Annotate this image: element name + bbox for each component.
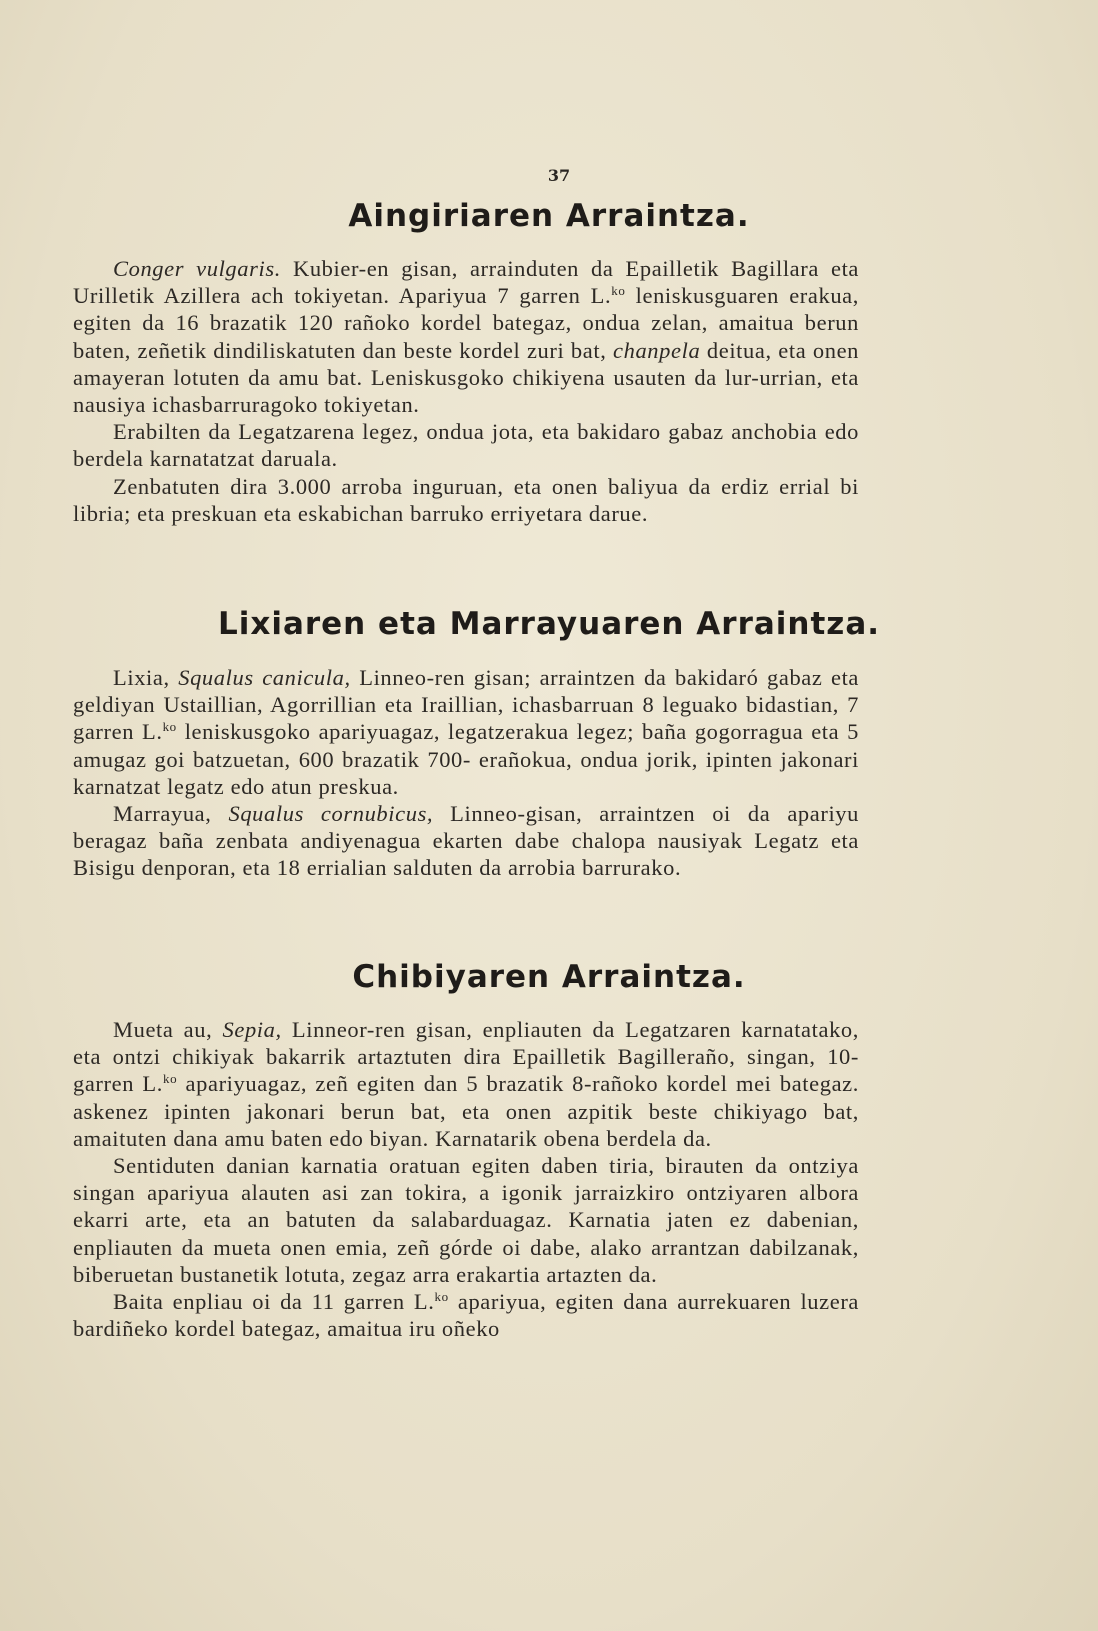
paragraph-text: Linneor-ren gisan, enpliauten da Legatzaren karnatatako, eta ontzi chikiyak bakarrik artaztuten dira Epailletik Bagilleraño, singan, 10-garren L. xyxy=(73,1017,859,1097)
paragraph-text: apariyua, egiten dana aurrekuaren luzera bardiñeko kordel bategaz, amaitua iru oñeko xyxy=(73,1289,859,1342)
paragraph-text: Kubier-en gisan, arrainduten da Epailletik Bagillara eta Urilletik Azillera ach tokiyetan. Apariyua 7 garren L. xyxy=(73,256,860,309)
superscript: ko xyxy=(434,1289,449,1305)
section-heading-aingiriaren: Aingiriaren Arraintza. xyxy=(348,198,750,234)
section-body-aingiriaren xyxy=(73,255,859,527)
paragraph-text: deitua, eta onen amayeran lotuten da amu bat. Leniskusgoko chikiyena usauten da lur-urrian, eta nausiya ichasbarruragoko tokiyetan. xyxy=(73,337,860,418)
paragraph-text: Baita enpliau oi da 11 garren L. xyxy=(113,1289,435,1315)
section-heading-chibiyaren: Chibiyaren Arraintza. xyxy=(352,959,746,995)
paragraph xyxy=(73,800,859,882)
paragraph: Erabilten da Legatzarena legez, ondua jota, eta bakidaro gabaz anchobia edo berdela karnatatzat daruala. xyxy=(73,419,859,472)
paragraph xyxy=(73,1288,859,1342)
paragraph-text: leniskusguaren erakua, egiten da 16 brazatik 120 rañoko kordel bategaz, ondua zelan, amaitua berun baten, zeñetik dindiliskatuten dan beste kordel zuri bat, xyxy=(73,283,859,363)
superscript: ko xyxy=(162,1071,178,1087)
paragraph: Zenbatuten dira 3.000 arroba inguruan, eta onen baliyua da erdiz errial bi libria; eta preskuan eta eskabichan barruko erriyetara darue. xyxy=(73,473,859,526)
paragraph-text: Linneo-ren gisan; arraintzen da bakidaró gabaz eta geldiyan Ustaillian, Agorrillian eta Iraillian, ichasbarruan 8 leguako bidastian, 7 garren L. xyxy=(73,665,860,745)
italic-term: Squalus cornubicus, xyxy=(228,801,434,827)
page-number: 37 xyxy=(547,166,571,185)
superscript: ko xyxy=(611,283,626,299)
italic-term: chanpela xyxy=(613,337,701,363)
italic-term: Sepia, xyxy=(222,1017,282,1042)
paragraph-text: Lixia, xyxy=(113,665,179,690)
paragraph-text: apariyuagaz, zeñ egiten dan 5 brazatik 8-rañoko kordel mei bategaz. askenez ipinten jakonari berun bat, eta onen azpitik beste chikiyago bat, amaituten dana amu baten edo biyan. Karnatarik obena berdela da. xyxy=(73,1071,859,1151)
section-heading-lixiaren: Lixiaren eta Marrayuaren Arraintza. xyxy=(217,606,881,642)
paragraph-text: Linneo-gisan, arraintzen oi da apariyu beragaz baña zenbata andiyenagua ekarten dabe chalopa nausiyak Legatz eta Bisigu denporan, eta 18 errialian salduten da arrobia barrurako. xyxy=(73,801,860,881)
italic-term: Squalus canicula, xyxy=(178,665,351,690)
section-body-lixiaren xyxy=(73,664,859,882)
paragraph xyxy=(73,1016,859,1152)
paragraph xyxy=(73,255,859,418)
paragraph-text: Mueta au, xyxy=(113,1017,223,1042)
section-body-chibiyaren xyxy=(73,1016,859,1342)
paragraph-text: leniskusgoko apariyuagaz, legatzerakua legez; baña gogorragua eta 5 amugaz goi batzuetan, 600 brazatik 700- erañokua, ondua jorik, ipinten jakonari karnatzat legatz edo atun preskua. xyxy=(73,719,859,799)
paragraph xyxy=(73,664,859,800)
italic-term: Conger vulgaris. xyxy=(113,256,281,281)
paragraph: Sentiduten danian karnatia oratuan egiten daben tiria, birauten da ontziya singan apariyua alauten asi zan tokira, a igonik jarraizkiro ontziyaren albora ekarri arte, eta an batuten da salabarduagaz. Karnatia jaten ez dabenian, enpliauten da mueta onen emia, zeñ górde oi dabe, alako arrantzan dabilzanak, biberuetan bustanetik lotuta, zegaz arra erakartia artazten da. xyxy=(73,1153,859,1287)
paragraph-text: Marrayua, xyxy=(113,801,229,827)
superscript: ko xyxy=(162,719,177,735)
